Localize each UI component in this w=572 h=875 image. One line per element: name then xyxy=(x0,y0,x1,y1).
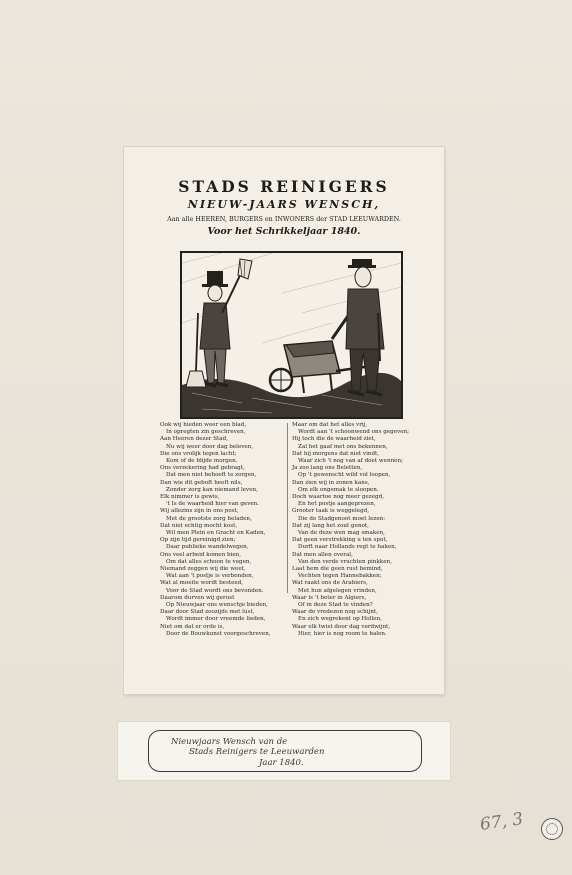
poem-line: Daar publieke wandelwegen, xyxy=(166,544,249,551)
label-line-1: Nieuwjaars Wensch van de xyxy=(171,737,288,747)
street-sweepers-woodcut xyxy=(182,253,401,417)
poem-line: Die ons vrolijk tegen lacht; xyxy=(160,450,237,457)
poem-line: 't Is de waarheid hier van geven. xyxy=(166,501,260,508)
poem-line: Ons veel arbeid komen bien, xyxy=(160,551,242,558)
poem-line: Op 't gewenscht wild vol loopen, xyxy=(298,472,391,479)
poem-line: Waar is 't beter in Algiers, xyxy=(292,594,367,601)
poem-column-left xyxy=(160,422,288,638)
poem-line: Dat zij lang het zout genot, xyxy=(292,522,369,529)
label-frame xyxy=(148,730,422,772)
label-line-3: Jaar 1840. xyxy=(259,758,304,768)
poem-line: Wat raakt ons de Arabiers, xyxy=(292,580,368,587)
poem-line: Ook wij hieden weer een blad, xyxy=(160,422,247,428)
poem-line: Wat aan 't postje is verbonden, xyxy=(166,573,254,580)
catalog-label xyxy=(118,722,450,780)
poem-line: In opregten zin geschreven, xyxy=(166,429,246,436)
poem-line: Op Nieuwjaar ons wenschje bieden, xyxy=(166,602,268,609)
poem-line: Nu wij weer door dag beleven, xyxy=(166,443,254,450)
poem-line: En zich wegrekent op Hollen, xyxy=(298,616,382,623)
poem-line: Hij toch die de waarheid ziet, xyxy=(292,436,376,443)
poem-line: Hier, hier is nog room te halen. xyxy=(298,630,387,637)
poem-line: Dan wie dit geboft heeft nils, xyxy=(160,479,243,486)
poem-line: Om dat alles schoon te vegen, xyxy=(166,558,252,565)
poem-line: Aan Heeren dezer Stad, xyxy=(160,436,228,443)
poem-line: Durft naar Hollands regt te haken, xyxy=(298,544,397,551)
poem-line: Waar zich 't nog van af doet wennen; xyxy=(298,458,403,465)
poem-line: Zal het gaaf met ons bekennen, xyxy=(298,443,388,450)
poem-line: Elk nimmer is gewis, xyxy=(160,494,220,501)
poem-line: Niemand zeggen wij die weet, xyxy=(160,566,246,573)
poem-line: Maar om dat het alles vrij, xyxy=(292,422,368,428)
poem-line: Wij allezins zijn in ons post, xyxy=(160,508,239,515)
poem-line: Van den verde vruchten pinkken, xyxy=(298,558,392,565)
label-line-2: Stads Reinigers te Leeuwarden xyxy=(189,747,325,757)
poem-line: Dat hij morgens dat niet vindt, xyxy=(292,450,380,457)
poem-line: Vechten tegen Hannebakken; xyxy=(298,573,382,580)
poem-line: Dat niet echtig mocht kost, xyxy=(160,522,238,529)
poem-line: Waar de vredezon nog schijnt, xyxy=(292,609,378,616)
dedication-line: Aan alle HEEREN, BURGERS en INWONERS der STAD LEEUWARDEN. xyxy=(167,215,401,223)
poem-line: En het postje aangeprezen, xyxy=(298,501,376,508)
poem-line: Doch waartoe nog meer gezegd, xyxy=(292,494,384,501)
poem-line: Voor de Stad wordt ons bevonden. xyxy=(166,587,264,594)
poem-line: Ja zoo lang ons Beletten, xyxy=(292,465,363,472)
poem-line: Wordt immer door vreemde lieden, xyxy=(166,616,266,623)
poem-line: Laat hem die geen rust bemind, xyxy=(292,566,383,573)
poem-line: Om elk ongemak te sloopen. xyxy=(298,486,379,493)
collection-stamp-icon xyxy=(541,818,563,840)
poem-line: Door de Bouwkunst voorgeschreven, xyxy=(166,630,271,637)
poem-line: Niet om dat er orde is, xyxy=(160,623,225,630)
poem-line: Grooter taak is weggelegd, xyxy=(292,508,370,515)
poem-line: Dat men allen overal, xyxy=(292,551,353,558)
poem-line: Wordt aan 't schoonwend ons gegeven; xyxy=(298,429,409,436)
poem-line: Daar door Stad zoozijds met lust, xyxy=(160,609,255,616)
poem-line: Dat men niet behoeft te zorgen, xyxy=(166,472,257,479)
poem-line: Op zijn tijd gereinigd zien; xyxy=(160,537,236,544)
poem-line: Wil men Plein en Gracht en Kaden, xyxy=(166,530,266,537)
occasion-line: Voor het Schrikkeljaar 1840. xyxy=(207,226,361,237)
catalog-number: 67, 3 xyxy=(478,809,525,835)
poem-line: Daarom durven wij gerust xyxy=(160,594,235,601)
poem-line: Kom of de blijde morgen. xyxy=(166,458,238,465)
poem-line: Met de grootste zorg beladen, xyxy=(166,515,252,522)
poem-line: Die de Stadgenoot moet lezen: xyxy=(298,515,386,522)
poem-line: Dan zien wij in zonen kans, xyxy=(292,479,370,486)
poem-line: Waar elk twist door dag verdwijnt, xyxy=(292,623,391,630)
poem-line: Of in deze Stad te vinden? xyxy=(298,602,373,609)
poem-line: Ons verzekering had gebragt, xyxy=(160,465,245,472)
poem-column-right xyxy=(292,422,422,638)
broadsheet xyxy=(124,147,444,694)
woodcut-illustration xyxy=(180,251,403,419)
poem-line: Met hun afgelegen vrinden, xyxy=(298,587,377,594)
poem-line: Zonder zorg kan niemand leven, xyxy=(166,486,258,493)
poem-line: Van de deze wen mag smaken, xyxy=(298,530,385,537)
poem-line: Wat al moeite wordt besteed, xyxy=(160,580,244,587)
title-line-2: NIEUW-JAARS WENSCH, xyxy=(187,198,381,211)
title-line-1: STADS REINIGERS xyxy=(178,177,390,196)
poem-line: Dat geen verstrekking u ten spot, xyxy=(292,537,388,544)
